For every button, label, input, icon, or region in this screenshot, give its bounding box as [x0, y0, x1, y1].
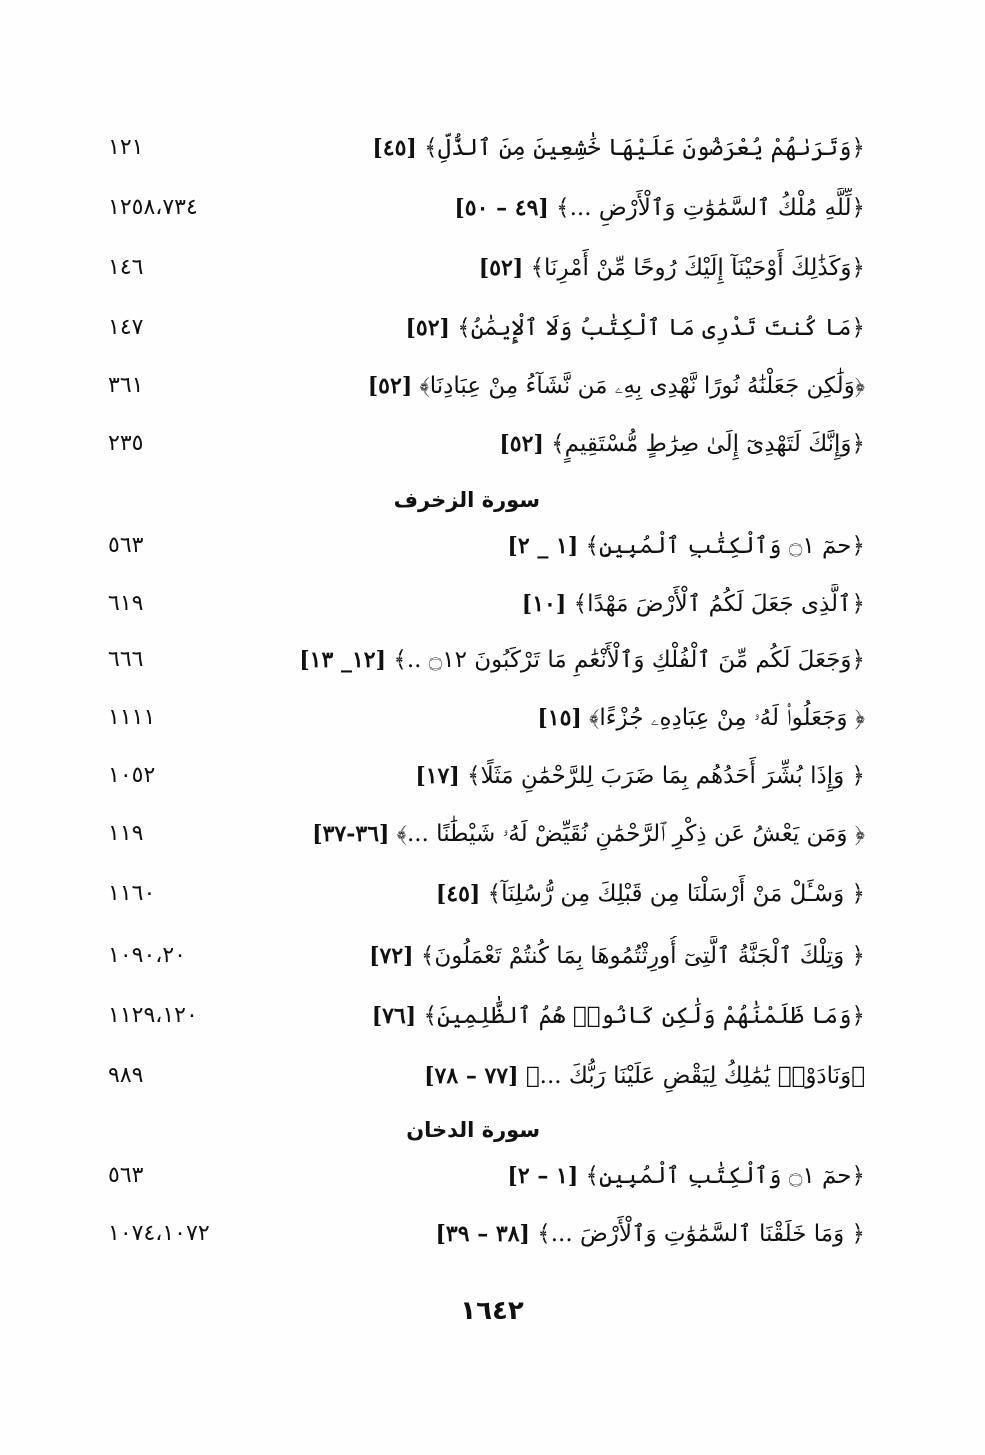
verse-reference: [٤٩ – ٥٠] — [454, 195, 549, 221]
page-references: ٩٨٩ — [108, 1063, 144, 1088]
verse-entry — [245, 308, 865, 368]
list-item — [0, 1056, 985, 1116]
verse-entry — [245, 996, 865, 1056]
section-heading-dukhan: سورة الدخان — [406, 1118, 540, 1142]
verse-entry — [245, 1156, 865, 1216]
verse-entry — [245, 874, 865, 934]
list-item — [0, 308, 985, 368]
page-references: ١٠٩٠،٢٠ — [108, 943, 186, 968]
page-references: ١٤٧ — [108, 315, 144, 340]
page-references: ١١١١ — [108, 705, 156, 730]
page-references: ١٢١ — [108, 135, 144, 160]
list-item — [0, 640, 985, 700]
list-item — [0, 188, 985, 248]
list-item — [0, 936, 985, 996]
verse-entry — [245, 814, 865, 874]
page-references: ١٠٥٢ — [108, 763, 156, 788]
list-item — [0, 874, 985, 934]
verse-text: ﴿وَتَرَىٰهُمْ يُعْرَضُونَ عَلَيْهَا خَٰشِعِينَ مِنَ ٱلذُّلِّ﴾ — [424, 135, 865, 161]
list-item — [0, 584, 985, 644]
page-references: ٢٣٥ — [108, 431, 144, 456]
verse-reference: [٧٦] — [371, 1003, 417, 1029]
verse-reference: [١٢_ ١٣] — [299, 647, 387, 673]
verse-reference: [٥٢] — [499, 431, 544, 457]
verse-text: ﴿لِّلَّهِ مُلْكُ ٱلسَّمَٰوَٰتِ وَٱلْأَرْضِ ...﴾ — [556, 195, 865, 221]
verse-entry — [245, 584, 865, 644]
list-item — [0, 814, 985, 874]
list-item — [0, 526, 985, 586]
verse-entry — [245, 698, 865, 758]
verse-entry — [245, 640, 865, 700]
verse-text: ﴿ٱلَّذِى جَعَلَ لَكُمُ ٱلْأَرْضَ مَهْدًا﴾ — [573, 591, 865, 617]
verse-entry — [245, 1056, 865, 1116]
page-references: ١١٢٩،١٢٠ — [108, 1003, 198, 1028]
verse-reference: [٧٢] — [369, 943, 414, 969]
verse-text: ﴿وَلَٰكِن جَعَلْنَٰهُ نُورًا نَّهْدِى بِهِۦ مَن نَّشَآءُ مِنْ عِبَادِنَا﴾ — [419, 373, 865, 399]
page-references: ٥٦٣ — [108, 1163, 144, 1188]
verse-text: ﴿حمٓ ۝١ وَٱلْكِتَٰبِ ٱلْمُبِينِ﴾ — [585, 533, 865, 559]
verse-text: ﴿ وَمَا خَلَقْنَا ٱلسَّمَٰوَٰتِ وَٱلْأَرْضَ ...﴾ — [537, 1221, 865, 1247]
page-references: ١٤٦ — [108, 255, 144, 280]
verse-reference: [٥٢] — [478, 255, 524, 281]
verse-text: ﴿مَا كُنتَ تَدْرِى مَا ٱلْكِتَٰبُ وَلَا ٱلْإِيمَٰنُ﴾ — [457, 315, 865, 341]
list-item — [0, 698, 985, 758]
list-item — [0, 1214, 985, 1274]
verse-reference: [٤٥] — [372, 135, 417, 161]
verse-text: ﴿ وَتِلْكَ ٱلْجَنَّةُ ٱلَّتِىٓ أُورِثْتُمُوهَا بِمَا كُنتُمْ تَعْمَلُونَ﴾ — [420, 943, 865, 969]
list-item — [0, 128, 985, 188]
verse-reference: [١٧] — [415, 763, 460, 789]
verse-entry — [245, 756, 865, 816]
page-references: ٦١٩ — [108, 591, 144, 616]
page-references: ٥٦٣ — [108, 533, 144, 558]
page-references: ٣٦١ — [108, 373, 144, 398]
page-references: ١١٩ — [108, 821, 144, 846]
verse-reference: [١ – ٢] — [507, 1163, 579, 1189]
verse-entry — [245, 248, 865, 308]
page-number: ١٦٤٢ — [460, 1296, 524, 1326]
list-item — [0, 248, 985, 308]
page-references: ١١٦٠ — [108, 881, 156, 906]
verse-text: ﴿وَإِنَّكَ لَتَهْدِىٓ إِلَىٰ صِرَٰطٍ مُّسْتَقِيمٍ﴾ — [551, 431, 865, 457]
verse-entry — [245, 366, 865, 426]
list-item — [0, 1156, 985, 1216]
verse-text: ﴿وَجَعَلَ لَكُم مِّنَ ٱلْفُلْكِ وَٱلْأَنْعَٰمِ مَا تَرْكَبُونَ ۝١٢ ..﴾ — [393, 647, 865, 673]
verse-text: ﴿وَكَذَٰلِكَ أَوْحَيْنَآ إِلَيْكَ رُوحًا مِّنْ أَمْرِنَا﴾ — [530, 255, 865, 281]
verse-entry — [245, 188, 865, 248]
verse-reference: [٣٨ – ٣٩] — [435, 1221, 530, 1247]
verse-reference: [٧٧ – ٧٨] — [424, 1063, 519, 1089]
list-item — [0, 424, 985, 484]
verse-reference: [٥٢] — [367, 373, 413, 399]
page-references: ١٢٥٨،٧٣٤ — [108, 195, 198, 220]
verse-entry — [245, 936, 865, 996]
verse-text: ﴿ وَإِذَا بُشِّرَ أَحَدُهُم بِمَا ضَرَبَ لِلرَّحْمَٰنِ مَثَلًا﴾ — [467, 763, 865, 789]
verse-reference: [١٥] — [537, 705, 582, 731]
page-references: ٦٦٦ — [108, 647, 144, 672]
verse-text: ﴿ وَسْـَٔلْ مَنْ أَرْسَلْنَا مِن قَبْلِكَ مِن رُّسُلِنَآ﴾ — [487, 881, 865, 907]
verse-text: ﴿ وَمَن يَعْشُ عَن ذِكْرِ ٱلرَّحْمَٰنِ نُقَيِّضْ لَهُۥ شَيْطَٰنًا ...﴾ — [396, 821, 865, 847]
verse-reference: [٥٢] — [405, 315, 450, 341]
verse-reference: [١٠] — [521, 591, 567, 617]
page-references: ١٠٧٤،١٠٧٢ — [108, 1221, 210, 1246]
verse-text: ﴿حمٓ ۝١ وَٱلْكِتَٰبِ ٱلْمُبِينِ﴾ — [585, 1163, 865, 1189]
verse-reference: [٤٥] — [435, 881, 481, 907]
verse-entry — [245, 424, 865, 484]
list-item — [0, 756, 985, 816]
verse-text: ﴿وَنَادَوْا۟ يَٰمَٰلِكُ لِيَقْضِ عَلَيْنَا رَبُّكَ ...﴾ — [525, 1063, 865, 1089]
verse-entry — [245, 128, 865, 188]
verse-text: ﴿ وَجَعَلُوا۟ لَهُۥ مِنْ عِبَادِهِۦ جُزْءًا﴾ — [589, 705, 865, 731]
verse-entry — [245, 1214, 865, 1274]
verse-reference: [٣٦-٣٧] — [312, 821, 390, 847]
section-heading-zukhruf: سورة الزخرف — [393, 488, 540, 512]
verse-entry — [245, 526, 865, 586]
list-item — [0, 366, 985, 426]
verse-reference: [١ _ ٢] — [507, 533, 579, 559]
verse-text: ﴿وَمَا ظَلَمْنَٰهُمْ وَلَٰكِن كَانُوا۟ هُمُ ٱلظَّٰلِمِينَ﴾ — [423, 1003, 865, 1029]
list-item — [0, 996, 985, 1056]
